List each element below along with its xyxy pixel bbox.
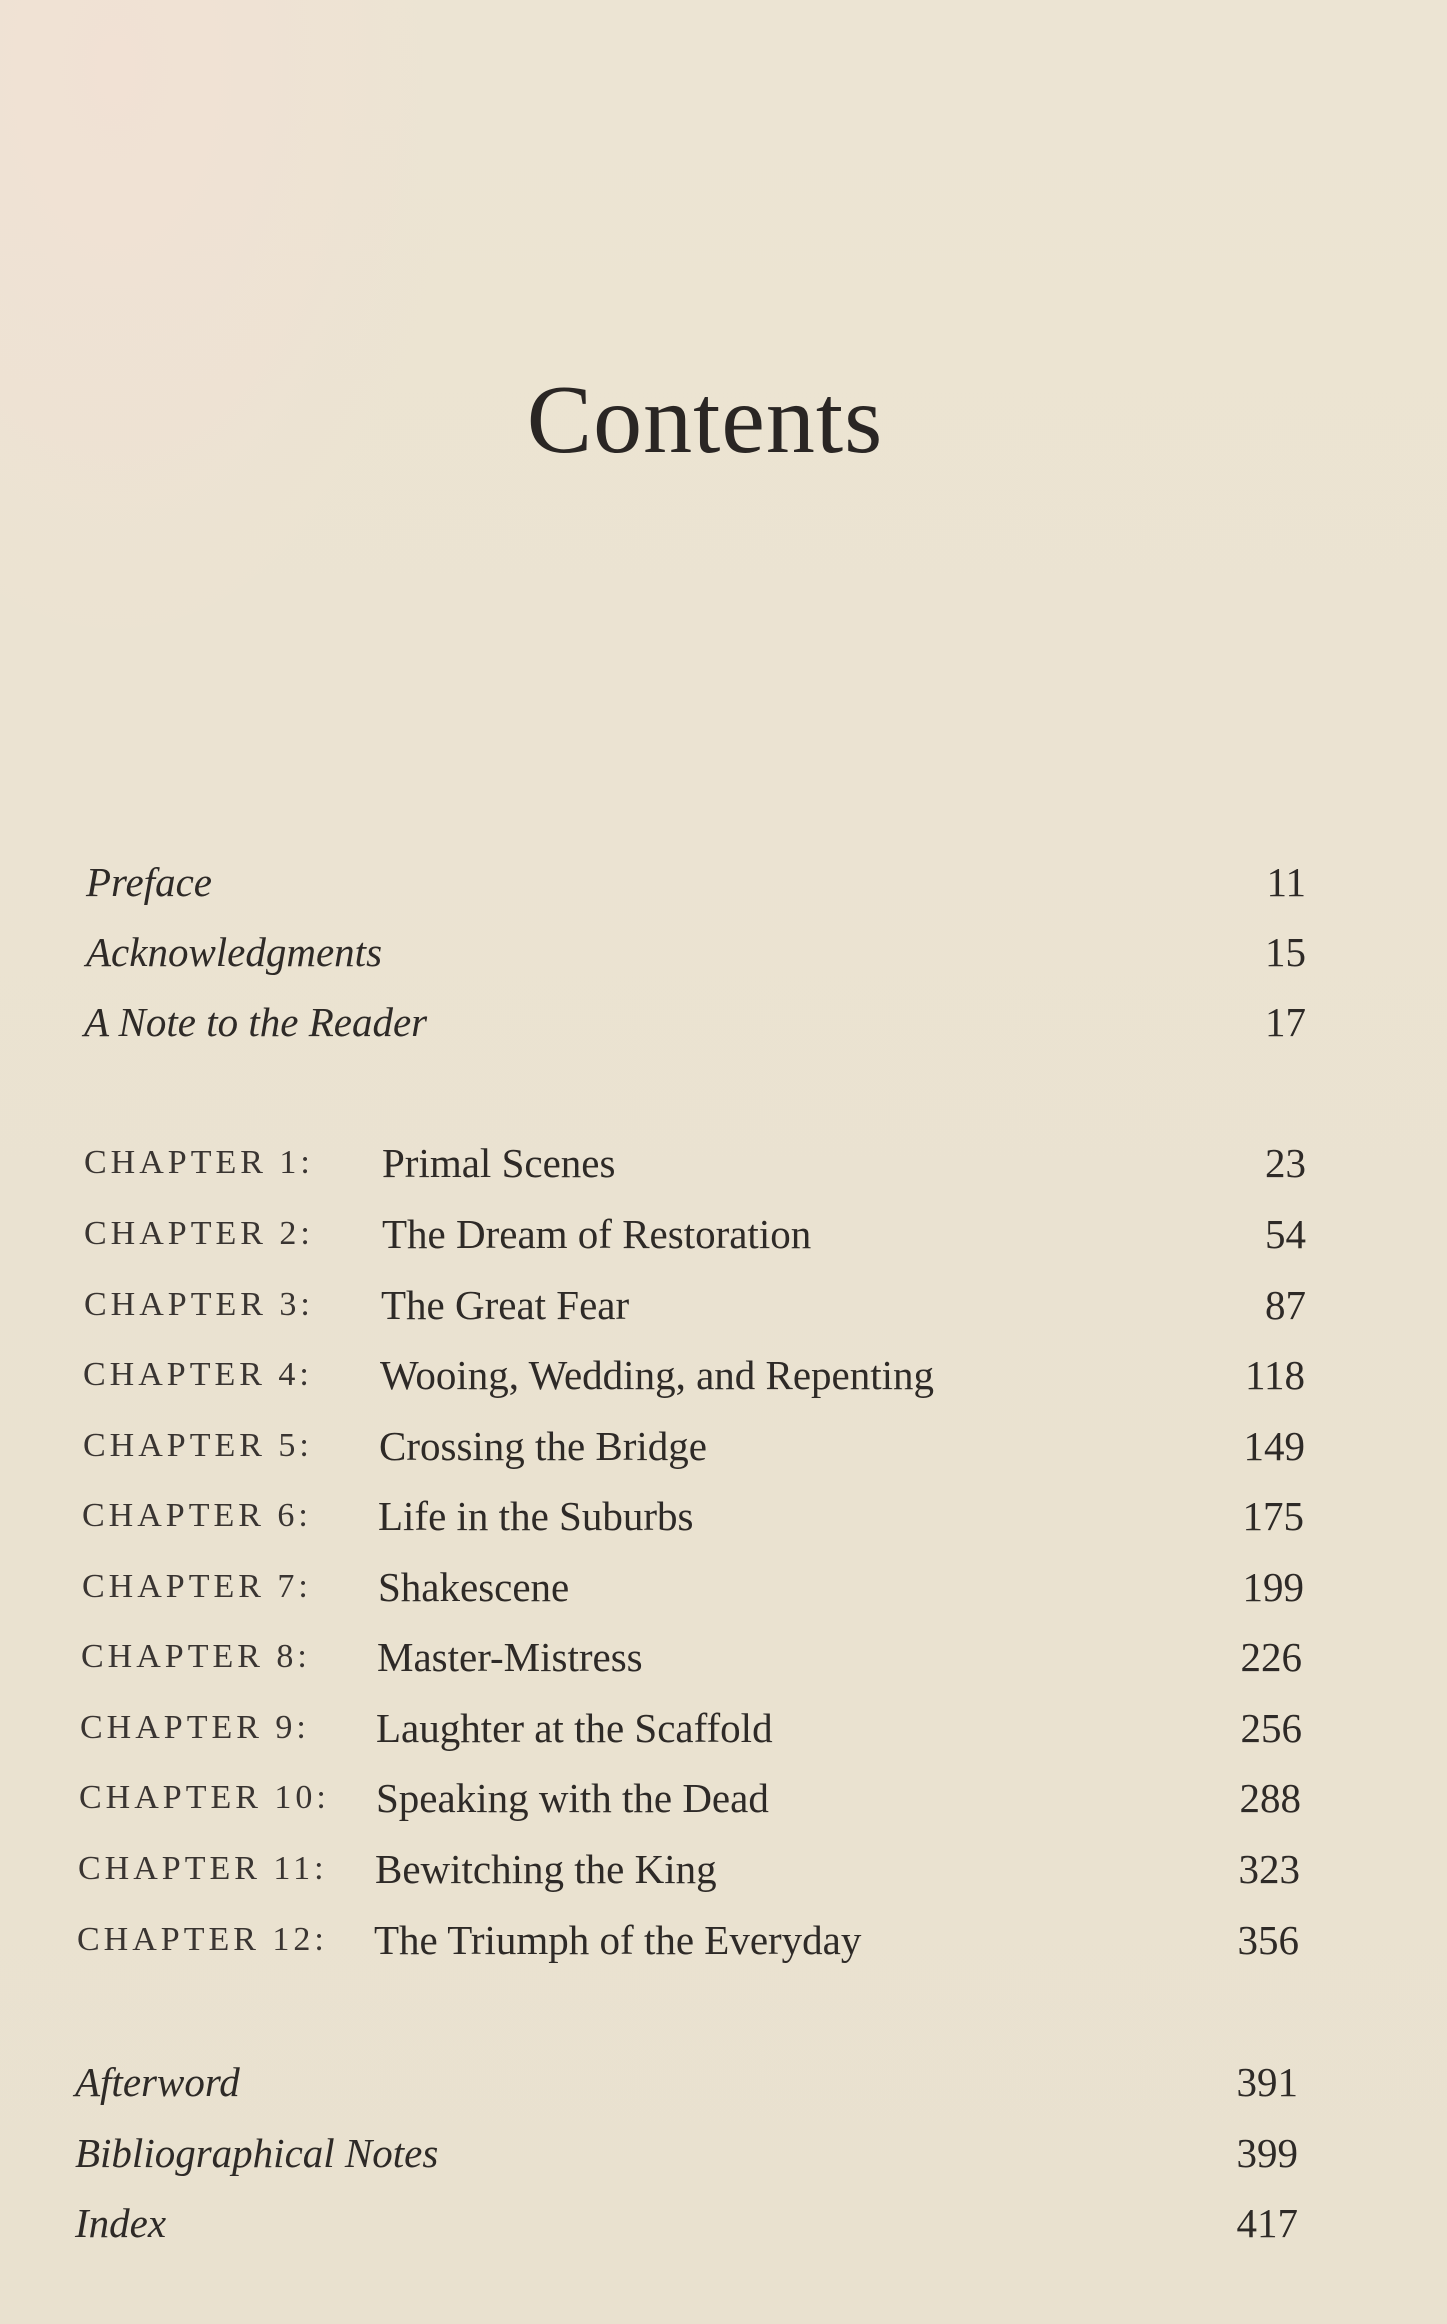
chapter-title: Crossing the Bridge (379, 1423, 707, 1469)
chapter-label: CHAPTER 11: (78, 1850, 328, 1887)
chapter-row (83, 1345, 1313, 1405)
page-number: 175 (1242, 1493, 1304, 1539)
chapter-label: CHAPTER 8: (81, 1638, 311, 1675)
back-matter-row (75, 2052, 1305, 2112)
chapter-title: Bewitching the King (375, 1846, 717, 1892)
chapter-row (81, 1627, 1311, 1687)
back-matter-row (75, 2123, 1305, 2183)
chapter-title: Speaking with the Dead (376, 1775, 769, 1821)
page-number: 226 (1240, 1634, 1302, 1680)
page-number: 399 (1236, 2130, 1298, 2176)
chapter-row (78, 1839, 1308, 1899)
page-number: 323 (1238, 1846, 1300, 1892)
back-matter-label: Afterword (75, 2059, 240, 2105)
page-number: 11 (1266, 859, 1306, 905)
chapter-title: Wooing, Wedding, and Repenting (380, 1352, 935, 1398)
chapter-title: Shakescene (378, 1564, 570, 1610)
chapter-row (84, 1133, 1314, 1193)
chapter-row (84, 1204, 1314, 1264)
chapter-label: CHAPTER 1: (84, 1144, 314, 1181)
chapter-label: CHAPTER 9: (80, 1709, 310, 1746)
back-matter-label: Bibliographical Notes (75, 2130, 439, 2176)
page-number: 23 (1265, 1140, 1306, 1186)
front-matter-row (86, 852, 1306, 912)
page-number: 54 (1265, 1211, 1306, 1257)
chapter-title: The Great Fear (381, 1282, 630, 1328)
chapter-title: Life in the Suburbs (378, 1493, 694, 1539)
page-number: 288 (1239, 1775, 1301, 1821)
page-number: 417 (1236, 2200, 1298, 2246)
front-matter-label: A Note to the Reader (84, 999, 428, 1045)
chapter-row (80, 1698, 1310, 1758)
back-matter-label: Index (75, 2200, 167, 2246)
front-matter-row (86, 922, 1306, 982)
chapter-title: Laughter at the Scaffold (376, 1705, 773, 1751)
chapter-row (84, 1275, 1314, 1335)
page-number: 256 (1240, 1705, 1302, 1751)
chapter-row (83, 1416, 1313, 1476)
back-matter-row (75, 2193, 1305, 2253)
page-number: 87 (1265, 1282, 1306, 1328)
page-number: 118 (1245, 1352, 1305, 1398)
chapter-label: CHAPTER 10: (79, 1779, 330, 1816)
chapter-row (79, 1768, 1309, 1828)
chapter-row (82, 1486, 1312, 1546)
page-number: 391 (1236, 2059, 1298, 2105)
front-matter-row (84, 992, 1304, 1052)
chapter-row (82, 1557, 1312, 1617)
chapter-label: CHAPTER 5: (83, 1427, 313, 1464)
chapter-label: CHAPTER 3: (84, 1286, 314, 1323)
page-number: 199 (1242, 1564, 1304, 1610)
chapter-label: CHAPTER 6: (82, 1497, 312, 1534)
front-matter-label: Acknowledgments (86, 929, 383, 975)
chapter-label: CHAPTER 12: (77, 1921, 328, 1958)
chapter-title: Master-Mistress (377, 1634, 643, 1680)
page-number: 17 (1265, 999, 1306, 1045)
chapter-title: Primal Scenes (382, 1140, 616, 1186)
page-number: 356 (1237, 1917, 1299, 1963)
chapter-label: CHAPTER 7: (82, 1568, 312, 1605)
page-title: Contents (526, 366, 884, 474)
page-number: 15 (1265, 929, 1306, 975)
chapter-title: The Triumph of the Everyday (374, 1917, 862, 1963)
page-number: 149 (1243, 1423, 1305, 1469)
chapter-label: CHAPTER 4: (83, 1356, 313, 1393)
chapter-label: CHAPTER 2: (84, 1215, 314, 1252)
chapter-title: The Dream of Restoration (382, 1211, 812, 1257)
front-matter-label: Preface (86, 859, 212, 905)
chapter-row (77, 1910, 1307, 1970)
